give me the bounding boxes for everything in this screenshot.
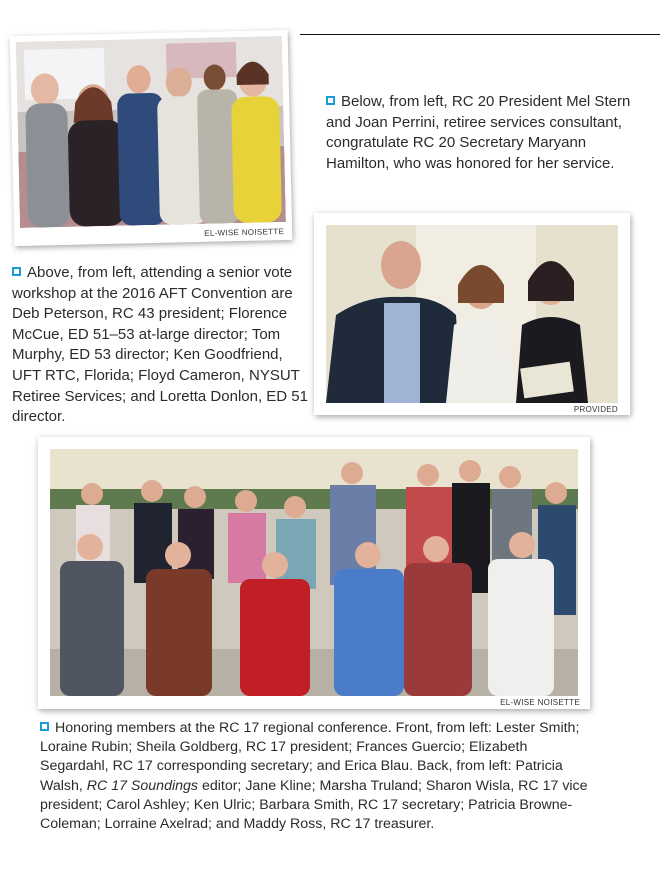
caption-rc17-publication: RC 17 Soundings [86,777,198,794]
caption-rc17-text-1: Honoring members at the RC 17 regional conference. Front, from left: Lester Smith; Loraine Rubin; Sheila Goldberg, RC 17 president; Frances Guercio; Elizabeth Segardahl, RC 17 corresponding secretary; and Erica Blau. Back, from left: Patricia Walsh, [40,720,580,794]
bullet-square-icon [12,267,21,276]
bullet-square-icon [40,722,49,731]
bullet-square-icon [326,96,335,105]
photo-rc17 [38,437,590,709]
caption-rc20 [326,92,636,174]
photo-credit: PROVIDED [573,405,618,414]
photo-credit: EL-WISE NOISETTE [204,227,285,238]
caption-convention [12,263,312,428]
top-rule [300,34,660,35]
caption-rc17-text-2: editor; Jane Kline; Marsha Truland; Sharon Wisla, RC 17 vice president; Carol Ashley; Ken Ulric; Barbara Smith, RC 17 secretary; Patricia Browne-Coleman; Lorraine Axelrad; and Maddy Ross, RC 17 treasurer. [40,777,588,833]
photo-rc20 [314,213,630,415]
photo-credit: EL-WISE NOISETTE [500,698,580,707]
caption-rc17 [40,719,592,834]
photo-rc17-image [50,449,578,696]
photo-rc20-image [326,225,618,403]
photo-convention-image [16,36,286,228]
caption-rc20-text: Below, from left, RC 20 President Mel Stern and Joan Perrini, retiree services consultant, congratulate RC 20 Secretary Maryann Hamilton, who was honored for her service. [326,93,631,172]
caption-convention-text: Above, from left, attending a senior vote workshop at the 2016 AFT Convention are Deb Peterson, RC 43 president; Florence McCue, ED 51–53 at-large director; Tom Murphy, ED 53 director; Ken Goodfriend, UFT RTC, Florida; Floyd Cameron, NYSUT Retiree Services; and Loretta Donlon, ED 51 director. [12,264,308,426]
photo-convention [10,30,293,246]
